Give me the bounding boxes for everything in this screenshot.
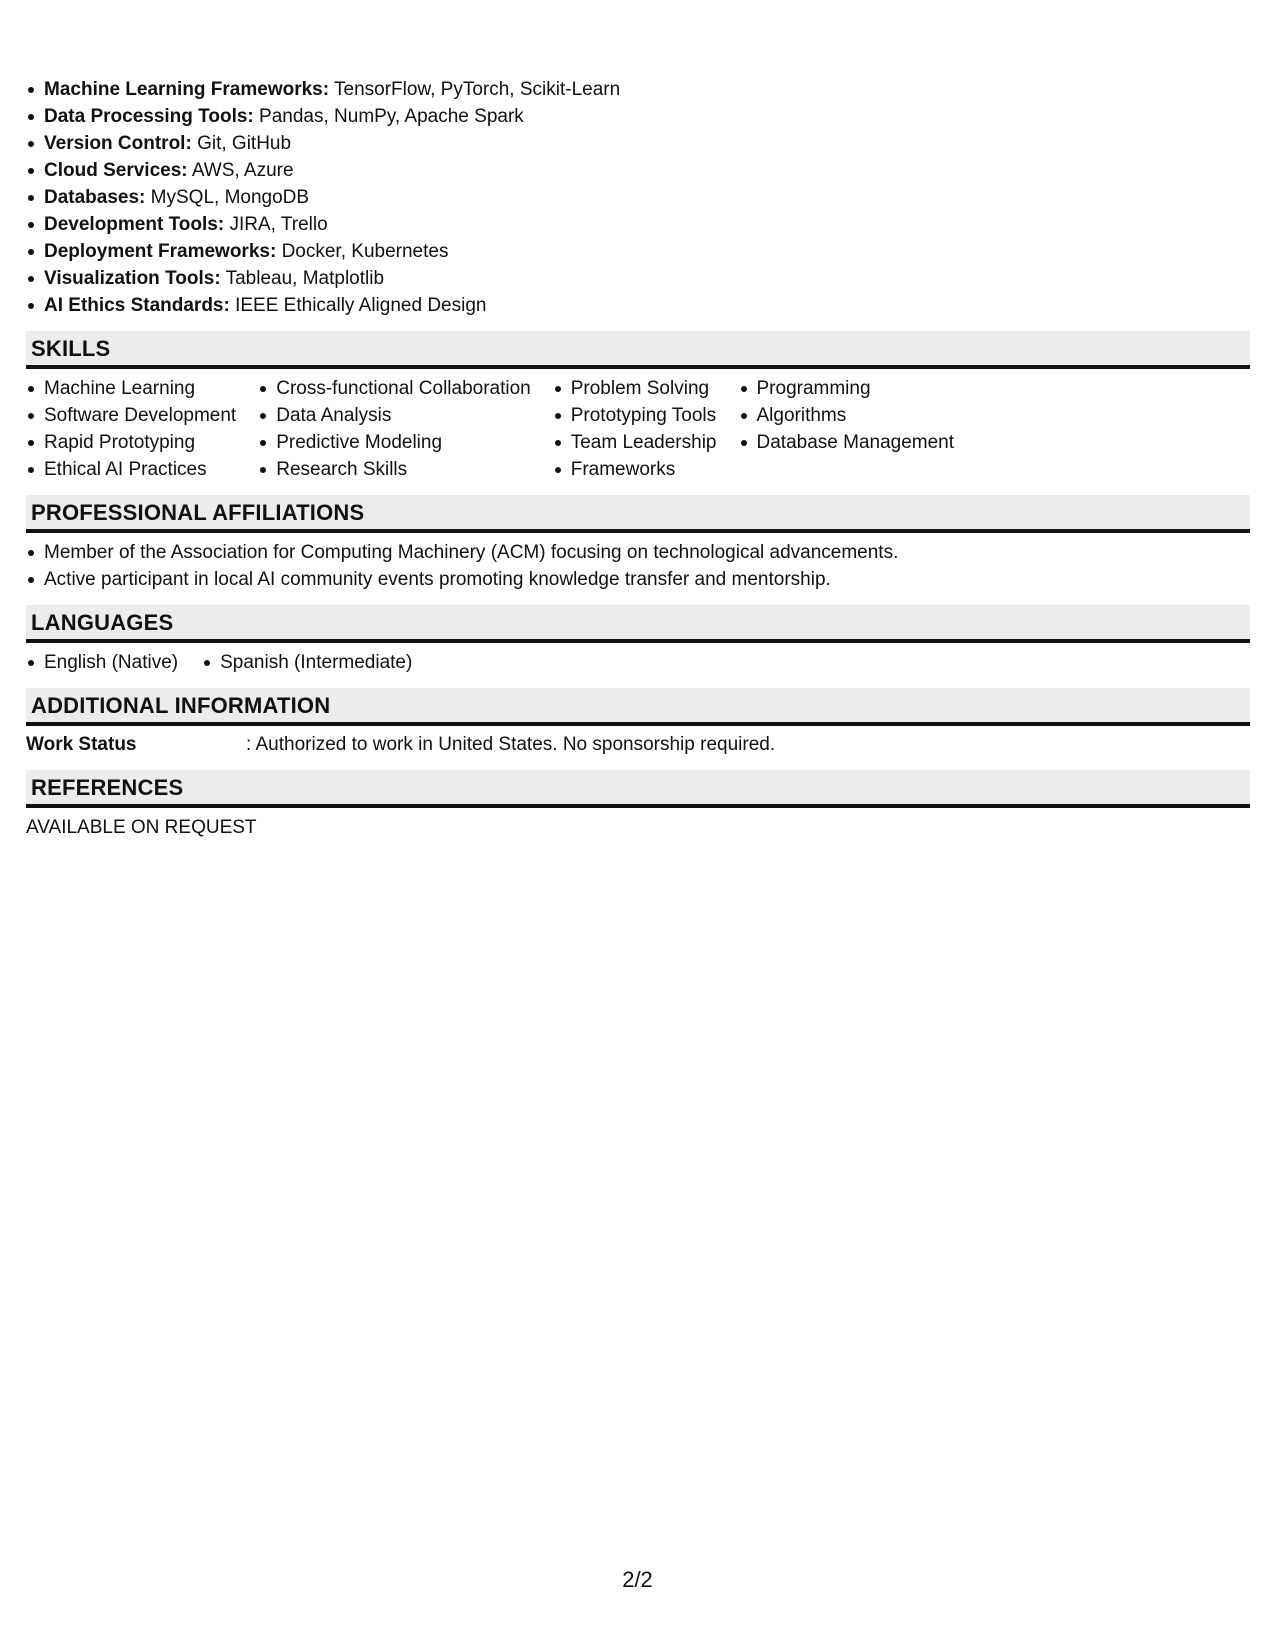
list-item: Software Development (26, 402, 236, 429)
list-item: Spanish (Intermediate) (202, 649, 412, 676)
tool-label: Visualization Tools: (44, 268, 221, 289)
list-item (26, 211, 1250, 238)
languages-list (202, 649, 412, 676)
tool-label: Development Tools: (44, 214, 225, 235)
list-item (26, 103, 1250, 130)
list-item (26, 157, 1250, 184)
list-item: Frameworks (553, 456, 717, 483)
skills-column (26, 375, 236, 483)
list-item: Algorithms (739, 402, 955, 429)
list-item (26, 76, 1250, 103)
references-text: AVAILABLE ON REQUEST (26, 817, 257, 838)
list-item (26, 130, 1250, 157)
section-heading-affiliations: PROFESSIONAL AFFILIATIONS (26, 495, 1250, 533)
tool-value: JIRA, Trello (229, 214, 328, 235)
list-item: Research Skills (258, 456, 531, 483)
list-item: Programming (739, 375, 955, 402)
tool-value: MySQL, MongoDB (150, 187, 310, 208)
list-item: Data Analysis (258, 402, 531, 429)
list-item: Member of the Association for Computing Machinery (ACM) focusing on technological advancements. (26, 539, 1250, 566)
tool-value: Tableau, Matplotlib (225, 268, 385, 289)
tool-value: IEEE Ethically Aligned Design (235, 295, 487, 316)
tool-label: Databases: (44, 187, 146, 208)
list-item (26, 265, 1250, 292)
tool-label: AI Ethics Standards: (44, 295, 230, 316)
languages-row (26, 649, 1250, 676)
languages-list (26, 649, 178, 676)
skills-column (553, 375, 717, 483)
page-number: 2/2 (622, 1567, 653, 1592)
tool-value: AWS, Azure (191, 160, 294, 181)
list-item (26, 238, 1250, 265)
tool-value: Git, GitHub (197, 133, 292, 154)
tool-label: Deployment Frameworks: (44, 241, 277, 262)
affiliations-list (26, 539, 1250, 593)
list-item: Ethical AI Practices (26, 456, 236, 483)
work-status-label: Work Status (26, 734, 137, 755)
list-item: Active participant in local AI community events promoting knowledge transfer and mentorship. (26, 566, 1250, 593)
section-heading-additional-information: ADDITIONAL INFORMATION (26, 688, 1250, 726)
list-item: Predictive Modeling (258, 429, 531, 456)
resume-page (26, 76, 1250, 842)
list-item: Machine Learning (26, 375, 236, 402)
list-item: Rapid Prototyping (26, 429, 236, 456)
list-item: Database Management (739, 429, 955, 456)
skills-column (258, 375, 531, 483)
tools-list (26, 76, 1250, 319)
skills-grid (26, 375, 1250, 483)
work-status-value: : Authorized to work in United States. No sponsorship required. (246, 734, 776, 755)
work-status-row (26, 732, 1250, 758)
tool-label: Version Control: (44, 133, 192, 154)
tool-label: Machine Learning Frameworks: (44, 79, 330, 100)
tool-value: Pandas, NumPy, Apache Spark (259, 106, 524, 127)
list-item: Prototyping Tools (553, 402, 717, 429)
section-heading-skills: SKILLS (26, 331, 1250, 369)
section-heading-languages: LANGUAGES (26, 605, 1250, 643)
list-item: Cross-functional Collaboration (258, 375, 531, 402)
list-item: Team Leadership (553, 429, 717, 456)
skills-column (739, 375, 955, 456)
list-item (26, 184, 1250, 211)
section-heading-references: REFERENCES (26, 770, 1250, 808)
list-item (26, 292, 1250, 319)
list-item: Problem Solving (553, 375, 717, 402)
tool-label: Data Processing Tools: (44, 106, 254, 127)
tool-value: Docker, Kubernetes (281, 241, 449, 262)
tool-label: Cloud Services: (44, 160, 188, 181)
tool-value: TensorFlow, PyTorch, Scikit-Learn (334, 79, 621, 100)
list-item: English (Native) (26, 649, 178, 676)
